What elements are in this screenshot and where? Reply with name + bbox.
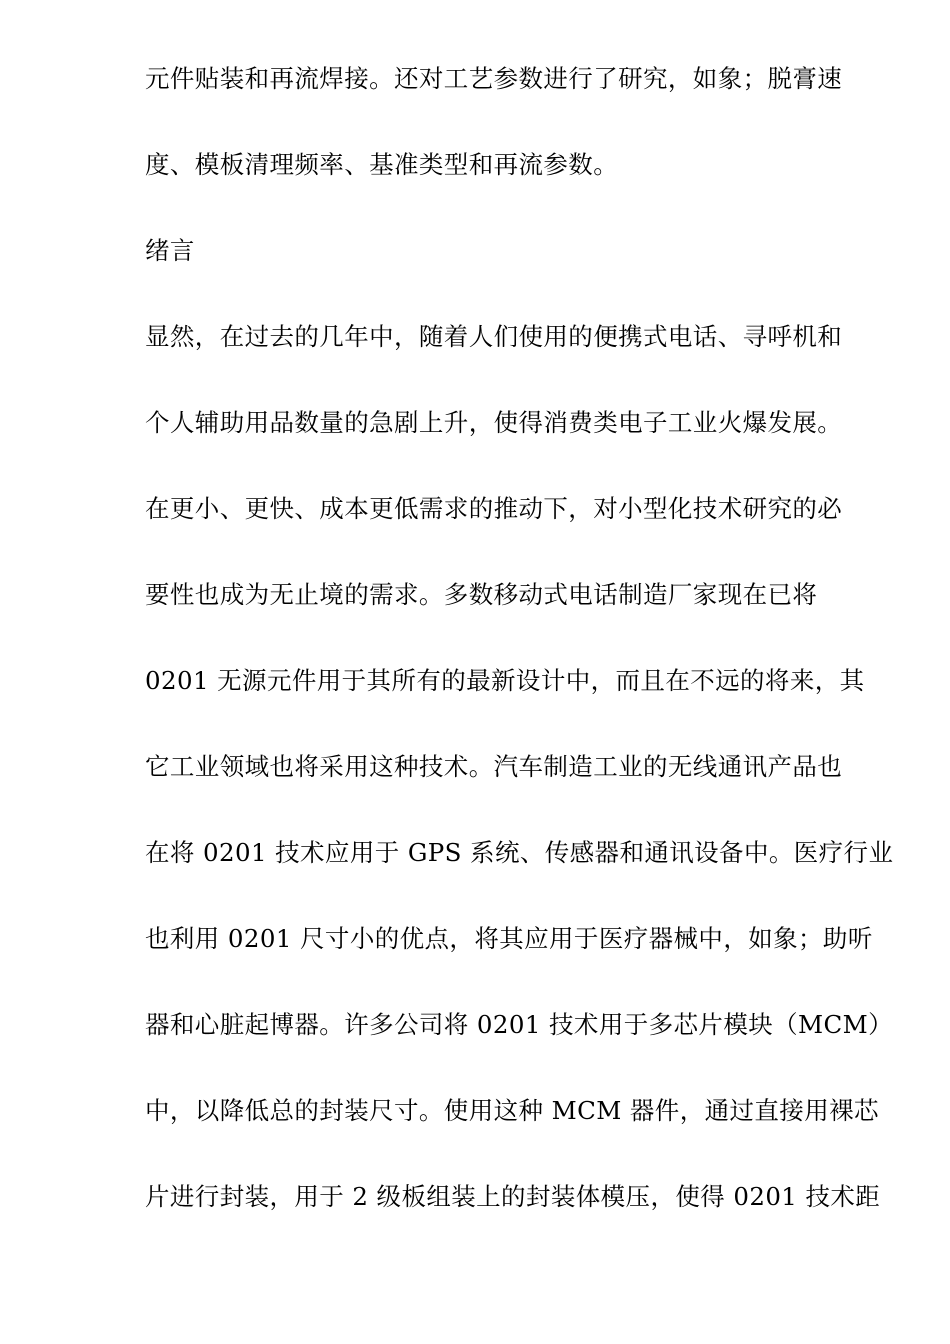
text-line-5: 个人辅助用品数量的急剧上升，使得消费类电子工业火爆发展。 (145, 408, 843, 437)
text-line-10: 在将 0201 技术应用于 GPS 系统、传感器和通讯设备中。医疗行业 (145, 838, 894, 867)
text-line-4: 显然，在过去的几年中，随着人们使用的便携式电话、寻呼机和 (145, 322, 843, 351)
text-line-8: 0201 无源元件用于其所有的最新设计中，而且在不远的将来，其 (145, 666, 865, 695)
text-line-2: 度、模板清理频率、基准类型和再流参数。 (145, 150, 619, 179)
section-heading: 绪言 (145, 236, 195, 265)
text-line-9: 它工业领域也将采用这种技术。汽车制造工业的无线通讯产品也 (145, 752, 843, 781)
text-line-7: 要性也成为无止境的需求。多数移动式电话制造厂家现在已将 (145, 580, 818, 609)
text-line-11: 也利用 0201 尺寸小的优点，将其应用于医疗器械中，如象；助听 (145, 924, 873, 953)
text-line-1: 元件贴装和再流焊接。还对工艺参数进行了研究，如象；脱膏速 (145, 64, 843, 93)
document-body (145, 56, 894, 1260)
text-line-6: 在更小、更快、成本更低需求的推动下，对小型化技术研究的必 (145, 494, 843, 523)
text-line-14: 片进行封装，用于 2 级板组装上的封装体模压，使得 0201 技术距 (145, 1182, 881, 1211)
text-line-13: 中，以降低总的封装尺寸。使用这种 MCM 器件，通过直接用裸芯 (145, 1096, 879, 1125)
text-line-12: 器和心脏起博器。许多公司将 0201 技术用于多芯片模块（MCM） (145, 1010, 894, 1039)
